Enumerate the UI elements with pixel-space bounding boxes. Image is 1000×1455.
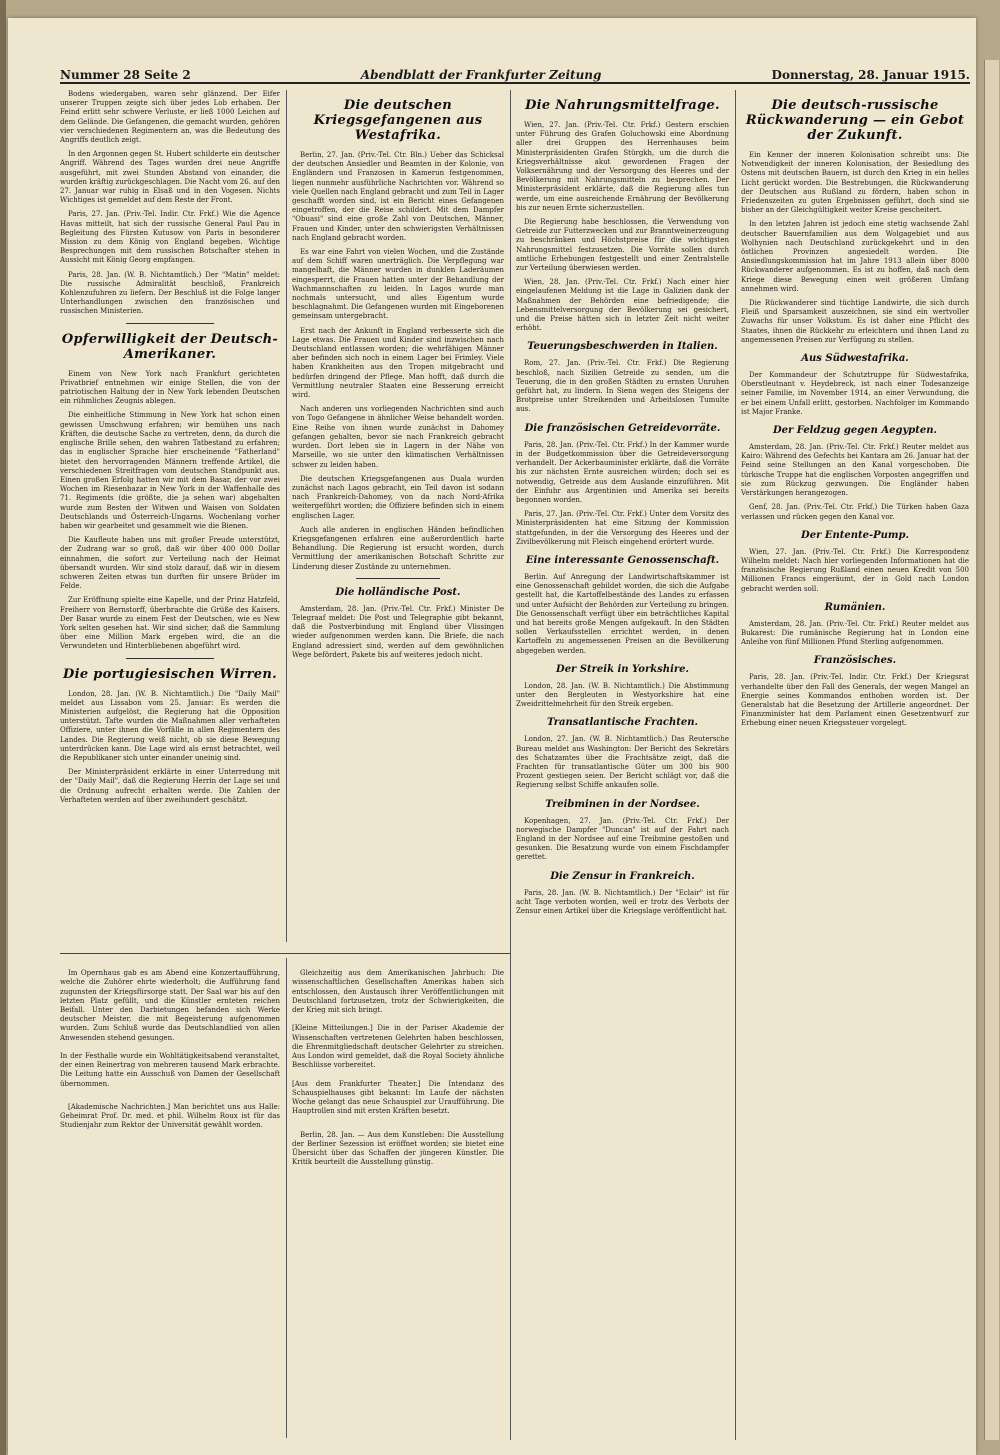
article-text: Paris, 28. Jan. (Priv.-Tel. Indir. Ctr. Frkf.) Der Kriegsrat verhandelte über den Fall des Generals, der wegen Mangel an Energie seines Kommandos enthoben worden ist. Der Generalstab hat die Besetzung der Artillerie angeordnet. Der Finanzminister hat dem Parlament einen Gesetzentwurf zur Erhebung einer neuen Kriegssteuer vorgelegt. [741, 673, 969, 728]
article-text: Im Opernhaus gab es am Abend eine Konzertaufführung, welche die Zuhörer ehrte wiederholt; die Aufführung fand zugunsten der Kriegsfürsorge statt. Der Saal war bis auf den letzten Platz gefüllt, und die Künstler ernteten reichen Beifall. Unter den Darbietungen befanden sich Werke deutscher Meister, die mit Begeisterung aufgenommen wurden. Zum Schluß wurde das Deutschlandlied von allen Anwesenden stehend gesungen. In der Festhalle wurde ein Wohltätigkeitsabend veranstaltet, der einen Reinertrag von mehreren tausend Mark erbrachte. Die Leitung hatte ein Ausschuß von Damen der Gesellschaft übernommen. [60, 969, 280, 1088]
article-headline: Teuerungsbeschwerden in Italien. [527, 341, 718, 353]
article-text: Wien, 28. Jan. (Priv.-Tel. Ctr. Frkf.) Nach einer hier eingelaufenen Meldung ist die Lage in Galizien dank der Maßnahmen der Behörden eine befriedigende; die Lebensmittelversorgung der Bevölkerung sei gesichert, und die Preise hätten sich in letzter Zeit nicht weiter erhöht. [516, 278, 729, 333]
article-text: Berlin. Auf Anregung der Landwirtschaftskammer ist eine Genossenschaft gebildet worden, die sich die Aufgabe gestellt hat, die Kartoffelbestände des Landes zu erfassen und unter Aufsicht der Behörden zur Verteilung zu bringen. Die Genossenschaft verfügt über ein beträchtliches Kapital und hat bereits große Mengen aufgekauft. In den Städten sollen Verkaufsstellen errichtet werden, in denen Kartoffeln zu angemessenen Preisen an die Bevölkerung abgegeben werden. [516, 572, 729, 655]
article-headline: Der Streik in Yorkshire. [556, 663, 689, 675]
page-header [60, 56, 970, 84]
issue-number: Nummer 28 Seite 2 [60, 68, 191, 82]
article-headline: Aus Südwestafrika. [801, 353, 909, 365]
article-text: Wien, 27. Jan. (Priv.-Tel. Ctr. Frkf.) Gestern erschien unter Führung des Grafen Goluchowski eine Abordnung aller drei Gruppen des Herrenhauses beim Ministerpräsidenten Grafen Stürgkh, um die durch die Kriegsverhältnisse akut gewordenen Fragen der Volksernährung und der Versorgung des Heeres und der Bevölkerung mit Nahrungsmitteln zu besprechen. Der Ministerpräsident erklärte, daß die Regierung alles tun werde, um eine ausreichende Ernährung der Bevölkerung bis zur neuen Ernte sicherzustellen. [516, 121, 729, 212]
newspaper-page [8, 18, 976, 1455]
article-text: [Akademische Nachrichten.] Man berichtet uns aus Halle: Geheimrat Prof. Dr. med. et phil. Wilhelm Roux ist für das Studienjahr zum Rektor der Universität gewählt worden. [60, 1103, 280, 1130]
article-headline: Die deutschen Kriegsgefangenen aus Westafrika. [313, 98, 483, 143]
article-headline: Eine interessante Genossenschaft. [525, 554, 720, 566]
article-text: Auch alle anderen in englischen Händen befindlichen Kriegsgefangenen erfahren eine außerordentlich harte Behandlung. Die Regierung ist ersucht worden, durch Vermittlung der amerikanischen Botschaft Schritte zur Linderung dieser Zustände zu unternehmen. [292, 525, 504, 571]
article-text: Wien, 27. Jan. (Priv.-Tel. Ctr. Frkf.) Die Korrespondenz Wilhelm meldet: Nach hier vorliegenden Informationen hat die französische Regierung Rußland einen neuen Kredit von 500 Millionen Francs eingeräumt, der in Gold nach London gebracht werden soll. [741, 547, 969, 593]
article-text: Genf, 28. Jan. (Priv.-Tel. Ctr. Frkf.) Die Türken haben Gaza verlassen und rücken gegen den Kanal vor. [741, 503, 969, 521]
column-rule [286, 958, 287, 1438]
article-text: Berlin, 28. Jan. — Aus dem Kunstleben: Die Ausstellung der Berliner Sezession ist eröffnet worden; sie bietet eine Übersicht über das Schaffen der jüngeren Künstler. Die Kritik beurteilt die Ausstellung günstig. [292, 1130, 504, 1167]
issue-date: Donnerstag, 28. Januar 1915. [771, 68, 970, 82]
column-rule [735, 90, 736, 1440]
column-rule [286, 90, 287, 942]
article-text: In den letzten Jahren ist jedoch eine stetig wachsende Zahl deutscher Bauernfamilien aus dem Wolgagebiet und aus Wolhynien nach Deutschland zurückgekehrt und in den östlichen Provinzen angesiedelt worden. Die Ansiedlungskommission hat im Jahre 1913 allein über 8000 Rückwanderer aufgenommen. Es ist zu hoffen, daß nach dem Kriege diese Bewegung einen weit größeren Umfang annehmen wird. [741, 220, 969, 293]
article-text: Nach anderen uns vorliegenden Nachrichten sind auch von Togo Gefangene in ähnlicher Weise behandelt worden. Eine Reihe von ihnen wurde zunächst in Dahomey gefangen gehalten, bevor sie nach Frankreich gebracht wurden. Dort leben sie in Lagern in der Nähe von Marseille, wo sie unter den klimatischen Verhältnissen schwer zu leiden haben. [292, 405, 504, 469]
book-binding [0, 0, 6, 1455]
article-headline: Französisches. [813, 655, 897, 667]
article-text: Die einheitliche Stimmung in New York hat schon einen gewissen Umschwung erfahren; wir bemühen uns nach Kräften, die deutsche Sache zu vertreten, denn, da durch die englische Brille sehen, den wahren Tatbestand zu erfahren; das in englischer Sprache hier erscheinende "Fatherland" bietet den hervorragenden Männern treffende Artikel, die verschiedenen Streitfragen vom deutschen Standpunkt aus. Einen großen Erfolg hatten wir mit dem Basar, der vor zwei Wochen im Riesenbazar in New York in der Waffenhalle des 71. Regiments (die größte, die ja sehen war) abgehalten wurde zum Besten der Witwen und Waisen von Soldaten Deutschlands und Österreich-Ungarns. Wochenlang vorher haben wir gearbeitet und gesammelt wie die Bienen. [60, 411, 280, 530]
article-headline: Transatlantische Frachten. [546, 717, 699, 729]
article-headline: Opferwilligkeit der Deutsch-Amerikaner. [61, 331, 279, 362]
article-text: Paris, 27. Jan. (Priv.-Tel. Ctr. Frkf.) Unter dem Vorsitz des Ministerpräsidenten hat eine Sitzung der Kommission stattgefunden, in der die Versorgung des Heeres und der Zivilbevölkerung mit Fleisch eingehend erörtert wurde. [516, 510, 729, 546]
article-text: London, 27. Jan. (W. B. Nichtamtlich.) Das Reutersche Bureau meldet aus Washington: Der Bericht des Sekretärs des Schatzamtes über die Frachtsätze zeigt, daß die Frachten für transatlantische Güter um 300 bis 900 Prozent gestiegen seien. Der Bericht schlägt vor, daß die Regierung selbst Schiffe ankaufen solle. [516, 735, 729, 790]
masthead-title: Abendblatt der Frankfurter Zeitung [360, 68, 602, 82]
article-text: Die Kaufleute haben uns mit großer Freude unterstützt, der Zudrang war so groß, daß wir über 400 000 Dollar einnahmen, die sofort zur Verteilung nach der Heimat übersandt wurden. Wir sind stolz darauf, daß wir in diesem schweren Zeiten etwas tun durften für unsere Brüder im Felde. [60, 536, 280, 591]
column-rule [510, 90, 511, 1440]
article-headline: Die portugiesischen Wirren. [63, 666, 277, 682]
article-headline: Die deutsch-russische Rückwanderung — ein Gebot der Zukunft. [745, 98, 965, 143]
article-text: Paris, 28. Jan. (Priv.-Tel. Ctr. Frkf.) In der Kammer wurde in der Budgetkommission über die Getreideversorgung verhandelt. Der Ackerbauminister erklärte, daß die Vorräte bis zur nächsten Ernte ausreichen würden; doch sei es notwendig, Getreide aus dem Auslande einzuführen. Mit der Einfuhr aus Argentinien und Amerika sei bereits begonnen worden. [516, 440, 729, 504]
separator [126, 323, 214, 324]
column-3 [516, 90, 729, 1445]
article-headline: Rumänien. [824, 601, 886, 613]
column-4 [741, 90, 969, 1445]
article-text: Paris, 27. Jan. (Priv.-Tel. Indir. Ctr. Frkf.) Wie die Agence Havas mitteilt, hat sich der russische General Paul Pau in Begleitung des Fürsten Kutusow von Paris in besonderer Mission zu dem König von England begeben. Wichtige Besprechungen mit dem russischen Botschafter stehen in Aussicht mit König Georg empfangen. [60, 210, 280, 265]
article-text: Die Regierung habe beschlossen, die Verwendung von Getreide zur Futterzwecken und zur Branntweinerzeugung zu beschränken und Höchstpreise für die wichtigsten Nahrungsmittel festzusetzen. Die Vorräte sollen durch amtliche Erhebungen festgestellt und einer Zentralstelle zur Verteilung überwiesen werden. [516, 218, 729, 273]
article-text: Amsterdam, 28. Jan. (Priv.-Tel. Ctr. Frkf.) Minister De Telegraaf meldet: Die Post und Telegraphie gibt bekannt, daß die Postverbindung mit England über Vlissingen wieder aufgenommen werden kann. Die Briefe, die nach England adressiert sind, werden auf dem gewöhnlichen Wege befördert, Pakete bis auf weiteres jedoch nicht. [292, 604, 504, 659]
article-headline: Die Nahrungsmittelfrage. [525, 98, 720, 113]
article-text: Ein Kenner der inneren Kolonisation schreibt uns: Die Notwendigkeit der inneren Kolonisation, der Besiedlung des Ostens mit deutschen Bauern, ist durch den Krieg in ein helles Licht gerückt worden. Die Bestrebungen, die Rückwanderung der Deutschen aus Rußland zu fördern, haben schon in Friedenszeiten zu guten Ergebnissen geführt, doch sind sie bisher an der Gleichgültigkeit weiter Kreise gescheitert. [741, 151, 969, 215]
article-text: Erst nach der Ankunft in England verbesserte sich die Lage etwas. Die Frauen und Kinder sind inzwischen nach Deutschland entlassen worden; die wehrfähigen Männer aber befinden sich noch in einem Lager bei Frimley. Viele haben Krankheiten aus den Tropen mitgebracht und bedürfen dringend der Pflege. Man hofft, daß durch die Vermittlung neutraler Staaten eine Besserung erreicht wird. [292, 326, 504, 400]
feuilleton-column-1 [60, 960, 280, 1445]
separator [126, 658, 214, 659]
article-text: Die Rückwanderer sind tüchtige Landwirte, die sich durch Fleiß und Sparsamkeit auszeichnen, sie sind ein wertvoller Zuwachs für unser Volkstum. Es ist daher eine Pflicht des Staates, ihnen die Rückkehr zu erleichtern und ihnen Land zu angemessenen Preisen zur Verfügung zu stellen. [741, 299, 969, 344]
article-text: Es war eine Fahrt von vielen Wochen, und die Zustände auf dem Schiff waren unerträglich. Die Verpflegung war mangelhaft, die Männer wurden in dunklen Laderäumen eingesperrt, die Frauen hatten unter der Behandlung der Wachmannschaften zu leiden. In Lagos wurde man nochmals untersucht, und alles Eigentum wurde beschlagnahmt. Die Gefangenen wurden mit Eingeborenen gemeinsam untergebracht. [292, 248, 504, 321]
article-text: Paris, 28. Jan. (W. B. Nichtamtlich.) Der "Eclair" ist für acht Tage verboten worden, weil er trotz des Verbots der Zensur einen Artikel über die Kriegslage veröffentlicht hat. [516, 888, 729, 915]
article-text: In den Argonnen gegen St. Hubert schilderte ein deutscher Angriff. Während des Tages wurden drei neue Angriffe ausgeführt, mit zwei Stunden Abstand von einander, die wurden kräftig zurückgeschlagen. Die Nacht vom 26. auf den 27. Januar war ruhig in Elsaß und in den Vogesen. Nichts Wichtiges ist gemeldet auf dem Reste der Front. [60, 150, 280, 205]
article-text: Amsterdam, 28. Jan. (Priv.-Tel. Ctr. Frkf.) Reuter meldet aus Kairo: Während des Gefechts bei Kantara am 26. Januar hat der Feind seine Stellungen an den Kanal vorgeschoben. Die türkische Truppe hat die englischen Vorposten angegriffen und sie zum Rückzug gezwungen. Die Engländer haben Verstärkungen herangezogen. [741, 443, 969, 498]
article-text: Der Ministerpräsident erklärte in einer Unterredung mit der "Daily Mail", daß die Regierung Herrin der Lage sei und die Ordnung aufrecht erhalten werde. Die Zahlen der Verhafteten werden auf über zweihundert geschätzt. [60, 768, 280, 804]
adjacent-page-edge [984, 60, 999, 1440]
article-text: Rom, 27. Jan. (Priv.-Tel. Ctr. Frkf.) Die Regierung beschloß, nach Sizilien Getreide zu senden, um die Teuerung, die in den großen Städten zu ernsten Unruhen geführt hat, zu lindern. In Siena wegen des Steigens der Brotpreise unter Streikenden und Arbeitslosen Tumulte aus. [516, 359, 729, 414]
article-headline: Die Zensur in Frankreich. [550, 870, 695, 882]
article-text: Gleichzeitig aus dem Amerikanischen Jahrbuch: Die wissenschaftlichen Gesellschaften Amerikas haben sich entschlossen, den Austausch ihrer Veröffentlichungen mit Deutschland fortzusetzen, trotz der Schwierigkeiten, die der Krieg mit sich bringt. [Kleine Mitteilungen.] Die in der Pariser Akademie der Wissenschaften vertretenen Gelehrten haben beschlossen, die Ehrenmitgliedschaft deutscher Gelehrter zu streichen. Aus London wird gemeldet, daß die Royal Society ähnliche Beschlüsse vorbereitet. [Aus dem Frankfurter Theater.] Die Intendanz des Schauspielhauses gibt bekannt: Im Laufe der nächsten Woche gelangt das neue Schauspiel zur Uraufführung. Die Hauptrollen sind mit ersten Kräften besetzt. [292, 969, 504, 1116]
article-text: Einem von New York nach Frankfurt gerichteten Privatbrief entnehmen wir einige Stellen, die von der patriotischen Haltung der in New York lebenden Deutschen ein rühmliches Zeugnis ablegen. [60, 369, 280, 406]
article-text: Kopenhagen, 27. Jan. (Priv.-Tel. Ctr. Frkf.) Der norwegische Dampfer "Duncan" ist auf der Fahrt nach England in der Nordsee auf eine Treibmine gestoßen und gesunken. Die Besatzung wurde von einem Fischdampfer gerettet. [516, 816, 729, 862]
article-text: Der Kommandeur der Schutztruppe für Südwestafrika, Oberstleutnant v. Heydebreck, ist nach einer Todesanzeige seiner Familie, im November 1914, an einer Verwundung, die er bei einem Unfall erlitt, gestorben. Nachfolger im Kommando ist Major Franke. [741, 371, 969, 416]
separator [356, 578, 441, 579]
article-text: Zur Eröffnung spielte eine Kapelle, und der Prinz Hatzfeld, Freiherr von Bernstorff, überbrachte die Grüße des Kaisers. Der Basar wurde zu einem Fest der Deutschen, wie es New York selten gesehen hat. Wir sind sicher, daß die Sammlung über eine Million Mark ergeben wird, die an die Verwundeten und Hinterbliebenen abgeführt wird. [60, 596, 280, 651]
article-text: Die deutschen Kriegsgefangenen aus Duala wurden zunächst nach Lagos gebracht, ein Teil davon ist sodann nach Frankreich-Dahomey, von da nach Nord-Afrika weitergeführt worden; die Offiziere befinden sich in einem englischen Lager. [292, 474, 504, 520]
article-headline: Der Entente-Pump. [801, 529, 909, 541]
article-text: Amsterdam, 28. Jan. (Priv.-Tel. Ctr. Frkf.) Reuter meldet aus Bukarest: Die rumänische Regierung hat in London eine Anleihe von fünf Millionen Pfund Sterling aufgenommen. [741, 619, 969, 647]
article-headline: Die französischen Getreidevorräte. [524, 422, 721, 434]
column-1 [60, 90, 280, 948]
article-headline: Die holländische Post. [335, 586, 461, 598]
article-text: Paris, 28. Jan. (W. B. Nichtamtlich.) Der "Matin" meldet: Die russische Admiralität beschloß, Frankreich Kohlenzufuhren zu liefern. Der Beschluß ist die Folge langer Unterhandlungen zwischen den französischen und russischen Ministerien. [60, 270, 280, 316]
article-headline: Treibminen in der Nordsee. [545, 798, 700, 810]
article-text: Bodens wiedergaben, waren sehr glänzend. Der Eifer unserer Truppen zeigte sich über jedes Lob erhaben. Der Feind erlitt sehr schwere Verluste, er ließ 1000 Leichen auf dem Gelände. Die Gefangenen, die gemacht wurden, gehören vier verschiedenen Regimentern an, was die Bedeutung des Angriffs deutlich zeigt. [60, 90, 280, 145]
article-text: Berlin, 27. Jan. (Priv.-Tel. Ctr. Bln.) Ueber das Schicksal der deutschen Ansiedler und Beamten in der Kolonie, von Engländern und Franzosen in Kamerun festgenommen, liegen nunmehr ausführliche Nachrichten vor. Während so viele Quellen nach England gebracht und zum Teil in Lager geschafft worden sind, ist ein Bericht eines Gefangenen eingetroffen, der die Reise schildert. Mit dem Dampfer "Obuasi" sind eine große Zahl von Deutschen, Männer, Frauen und Kinder, unter den schwierigsten Verhältnissen nach England gebracht worden. [292, 151, 504, 242]
feuilleton-column-2 [292, 960, 504, 1445]
article-headline: Der Feldzug gegen Aegypten. [772, 425, 938, 437]
column-2 [292, 90, 504, 948]
article-text: London, 28. Jan. (W. B. Nichtamtlich.) Die Abstimmung unter den Bergleuten in Westyorkshire hat eine Zweidrittelmehrheit für den Streik ergeben. [516, 681, 729, 709]
feuilleton-rule [60, 953, 510, 954]
article-text: London, 28. Jan. (W. B. Nichtamtlich.) Die "Daily Mail" meldet aus Lissabon vom 25. Januar: Es werden die Ministerien aufgelöst, die Regierung hat die Opposition unterstützt. Tafte wurden die Maßnahmen aller verhafteten Offiziere, unter ihnen die Vorfälle in allen Regimentern des Landes. Die Regierung weiß nicht, ob sie diese Bewegung unterdrücken kann. Die Lage wird als ernst betrachtet, weil die Republikaner sich unter einander uneinig sind. [60, 689, 280, 762]
